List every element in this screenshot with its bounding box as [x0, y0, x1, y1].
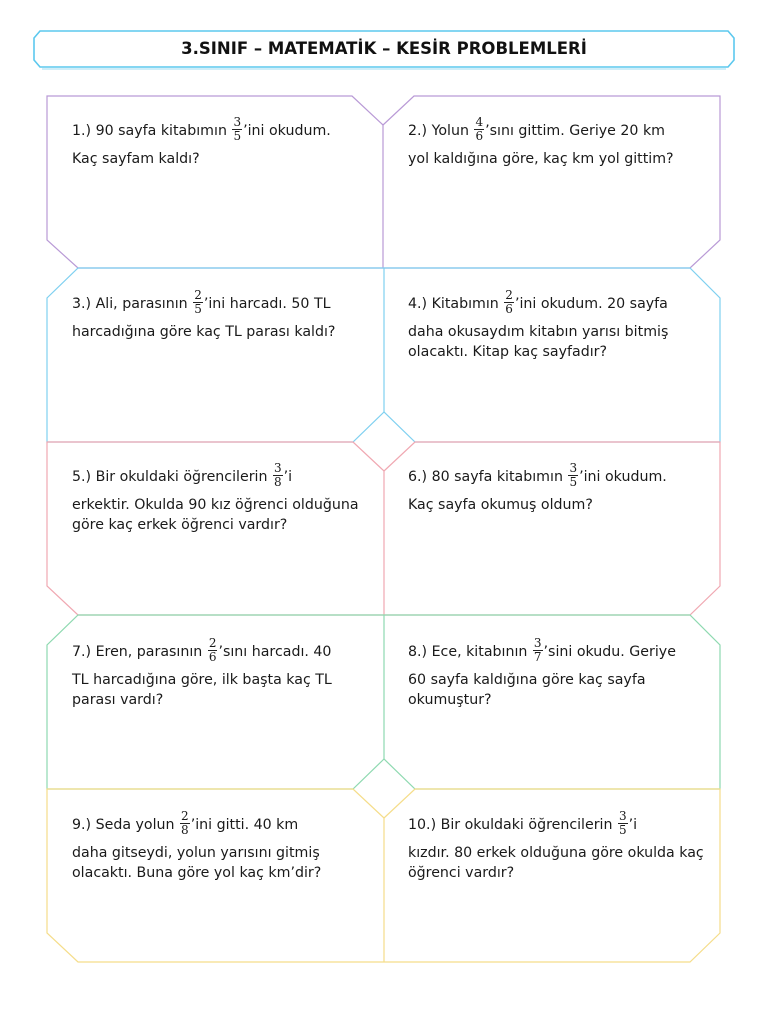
fraction: $\frac{3}{5}$	[233, 114, 242, 143]
problem-1: 1.) 90 sayfa kitabımın $\frac{3}{5}$ ’ini okudum. Kaç sayfam kaldı?	[72, 114, 331, 167]
problem-6: 6.) 80 sayfa kitabımın $\frac{3}{5}$ ’ini okudum. Kaç sayfa okumuş oldum?	[408, 460, 667, 513]
problem-2: 2.) Yolun $\frac{4}{6}$ ’sını gittim. Geriye 20 km yol kaldığına göre, kaç km yol gittim?	[408, 114, 674, 167]
fraction: $\frac{2}{5}$	[194, 287, 202, 316]
fraction: $\frac{3}{7}$	[533, 635, 542, 664]
problem-7: 7.) Eren, parasının $\frac{2}{6}$ ’sını harcadı. 40 TL harcadığına göre, ilk başta kaç TL parası vardı?	[72, 635, 332, 708]
fraction: $\frac{4}{6}$	[475, 114, 484, 143]
fraction: $\frac{2}{6}$	[505, 287, 513, 316]
problem-9: 9.) Seda yolun $\frac{2}{8}$ ’ini gitti. 40 km daha gitseydi, yolun yarısını gitmiş olacaktı. Buna göre yol kaç km’dir?	[72, 808, 322, 881]
problem-8: 8.) Ece, kitabının $\frac{3}{7}$ ’sini okudu. Geriye 60 sayfa kaldığına göre kaç sayfa okumuştur?	[408, 635, 676, 708]
problem-5: 5.) Bir okuldaki öğrencilerin $\frac{3}{8}$ ’i erkektir. Okulda 90 kız öğrenci olduğuna göre kaç erkek öğrenci vardır?	[72, 460, 359, 533]
fraction: $\frac{2}{8}$	[181, 808, 189, 837]
fraction: $\frac{3}{8}$	[273, 460, 282, 489]
page-title: 3.SINIF – MATEMATİK – KESİR PROBLEMLERİ	[181, 39, 587, 58]
problem-4: 4.) Kitabımın $\frac{2}{6}$ ’ini okudum. 20 sayfa daha okusaydım kitabın yarısı bitmiş olacaktı. Kitap kaç sayfadır?	[408, 287, 669, 360]
problem-3: 3.) Ali, parasının $\frac{2}{5}$ ’ini harcadı. 50 TL harcadığına göre kaç TL parası kaldı?	[72, 287, 336, 340]
fraction: $\frac{3}{5}$	[569, 460, 578, 489]
fraction: $\frac{2}{6}$	[208, 635, 217, 664]
problem-10: 10.) Bir okuldaki öğrencilerin $\frac{3}{5}$ ’i kızdır. 80 erkek olduğuna göre okulda kaç öğrenci vardır?	[408, 808, 704, 881]
fraction: $\frac{3}{5}$	[619, 808, 627, 837]
